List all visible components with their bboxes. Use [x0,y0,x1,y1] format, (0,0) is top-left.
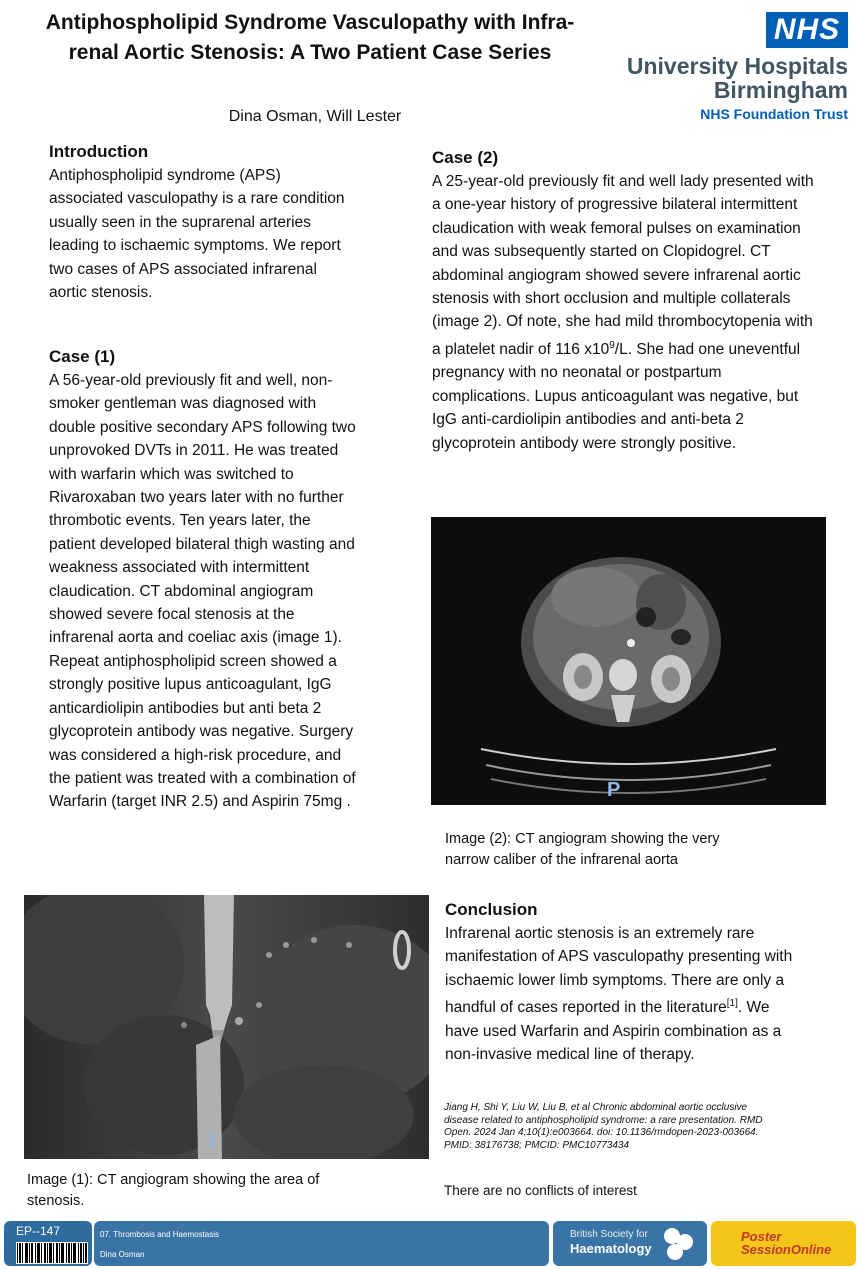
footer-author: Dina Osman [100,1250,145,1259]
ct-image-2 [431,517,826,805]
case2-heading: Case (2) [432,148,499,167]
ct-angiogram-axial [431,517,826,805]
image-2-caption: Image (2): CT angiogram showing the very narrow caliber of the infrarenal aorta [445,831,720,868]
bsh-logo-line2: Haematology [570,1241,652,1256]
conclusion-citation: [1] [726,998,738,1010]
introduction-section [49,140,359,304]
barcode-icon [16,1242,88,1264]
authors: Dina Osman, Will Lester [228,108,402,125]
case1-text: A 56-year-old previously fit and well, non-smoker gentleman was diagnosed with double positive secondary APS following two unprovoked DVTs in 2011. He was treated with warfarin which was switched to Rivaroxaban two years later with no further thrombotic events. Ten years later, the patient developed bilateral thigh wasting and weakness associated with intermittent claudication. CT abdominal angiogram showed severe focal stenosis at the infrarenal aorta and coeliac axis (image 1). Repeat antiphospholipid screen showed a strongly positive lupus anticoagulant, IgG anticardiolipin antibodies but anti beta 2 glycoprotein antibody was negative. Surgery was considered a high-risk procedure, and the patient was treated with a combination of Warfarin (target INR 2.5) and Aspirin 75mg . [49,372,356,811]
introduction-heading: Introduction [49,142,149,161]
case2-superscript: 9 [609,339,615,351]
case2-section [432,146,817,455]
conclusion-text-part2: . We have used Warfarin and Aspirin combination as a non-invasive medical line of therapy. [445,999,782,1064]
case2-text-part2: /L. She had one uneventful pregnancy with no neonatal or postpartum complications. Lupus anticoagulant was negative, but IgG anti-cardiolipin antibodies and anti-beta 2 glycoprotein antibody were strongly positive. [432,341,801,452]
hospital-name [627,54,848,102]
image-2-marker: P [607,779,621,801]
footer-info-bar [94,1221,549,1266]
bsh-logo-line1: British Society for [570,1229,648,1240]
nhs-logo: NHS [766,12,848,48]
case2-text [432,170,817,455]
conclusion-section [445,898,795,1067]
conclusion-text-part1: Infrarenal aortic stenosis is an extremely rare manifestation of APS vasculopathy presenting with ischaemic lower limb symptoms. There are only a handful of cases reported in the literature [445,925,793,1017]
pso-line2: SessionOnline [741,1242,832,1257]
case2-text-part1: A 25-year-old previously fit and well lady presented with a one-year history of progressive bilateral intermittent claudication with weak femoral pulses on examination and was subsequently started on Clopidogrel. CT abdominal angiogram showed severe infrarenal aortic stenosis with short occlusion and multiple collaterals (image 2). Of note, she had mild thrombocytopenia with a platelet nadir of 116 x10 [432,173,814,358]
image-1-marker: I [209,1131,215,1153]
conclusion-text [445,922,795,1067]
poster-session-online-logo [741,1230,831,1256]
ct-angiogram-coronal [24,895,429,1159]
bsh-circles-icon [660,1226,696,1267]
conclusion-heading: Conclusion [445,900,538,919]
pso-line1: Poster [741,1229,782,1244]
image-1-caption: Image (1): CT angiogram showing the area of stenosis. [27,1172,320,1209]
ct-image-1 [24,895,429,1159]
poster-id: EP--147 [16,1224,61,1238]
hospital-name-line2: Birmingham [713,77,848,103]
hospital-name-line1: University Hospitals [626,53,848,79]
conflicts-statement: There are no conflicts of interest [444,1183,637,1198]
barcode [16,1242,88,1264]
poster-title: Antiphospholipid Syndrome Vasculopathy with Infra-renal Aortic Stenosis: A Two Patient Case Series [45,11,575,64]
case1-section [49,345,361,814]
footer-category: 07. Thrombosis and Haemostasis [100,1230,220,1239]
trust-name: NHS Foundation Trust [700,106,848,122]
reference: Jiang H, Shi Y, Liu W, Liu B, et al Chronic abdominal aortic occlusive disease related to antiphospholipid syndrome: a rare presentation. RMD Open. 2024 Jan 4;10(1):e003664. doi: 10.1136/rmdopen-2023-003664. PMID: 38176738; PMCID: PMC10773434 [444,1102,763,1151]
introduction-text: Antiphospholipid syndrome (APS) associated vasculopathy is a rare condition usually seen in the suprarenal arteries leading to ischaemic symptoms. We report two cases of APS associated infrarenal aortic stenosis. [49,167,345,302]
case1-heading: Case (1) [49,347,116,366]
